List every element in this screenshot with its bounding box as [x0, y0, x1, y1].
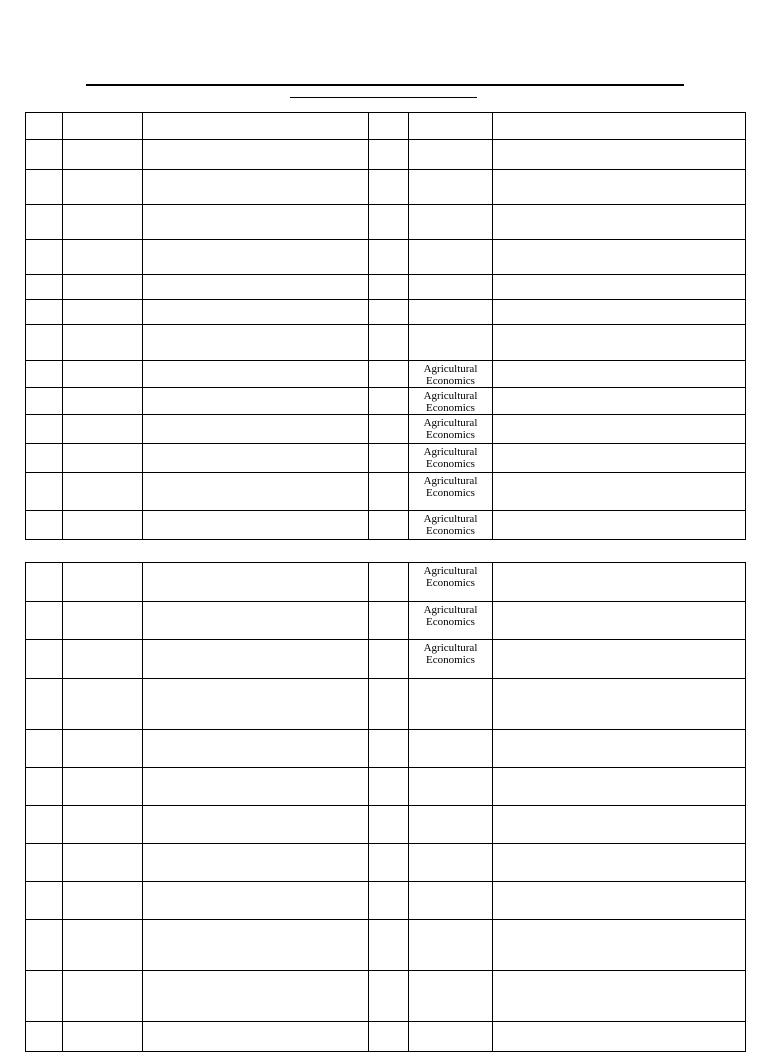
table-cell	[369, 511, 409, 540]
table-cell	[26, 806, 63, 844]
department-label	[424, 640, 478, 666]
table-cell	[409, 679, 493, 730]
department-label	[424, 563, 478, 589]
table-cell	[26, 473, 63, 511]
table-cell	[369, 113, 409, 140]
subtitle-rule	[290, 97, 477, 98]
table-cell	[143, 113, 369, 140]
department-label-line1: Agricultural	[423, 513, 478, 525]
table-cell	[143, 844, 369, 882]
table-cell	[63, 170, 143, 205]
table-row	[26, 388, 746, 415]
table-row	[26, 361, 746, 388]
table-row	[26, 170, 746, 205]
table-cell	[369, 361, 409, 388]
table-cell	[26, 844, 63, 882]
table-cell	[26, 640, 63, 679]
table-cell	[493, 640, 746, 679]
table-cell	[369, 844, 409, 882]
table-cell	[63, 602, 143, 640]
table-cell	[143, 511, 369, 540]
table-row	[26, 140, 746, 170]
table-cell	[26, 205, 63, 240]
table-cell	[26, 361, 63, 388]
table-cell	[369, 325, 409, 361]
table-cell	[26, 325, 63, 361]
department-label-line2: Economics	[426, 616, 475, 628]
table-cell	[369, 679, 409, 730]
table-cell	[369, 205, 409, 240]
table-cell	[493, 844, 746, 882]
table-row	[26, 971, 746, 1022]
table-cell	[63, 1022, 143, 1052]
table-cell	[143, 415, 369, 444]
table-cell	[143, 679, 369, 730]
table-cell	[26, 768, 63, 806]
table-cell	[493, 806, 746, 844]
table-cell	[26, 730, 63, 768]
table-cell	[409, 971, 493, 1022]
department-label-line2: Economics	[426, 654, 475, 666]
table-row	[26, 768, 746, 806]
department-label-line1: Agricultural	[423, 642, 478, 654]
department-label	[424, 602, 478, 628]
table-cell	[369, 640, 409, 679]
table-cell	[143, 882, 369, 920]
department-label	[424, 361, 478, 387]
table-cell	[493, 240, 746, 275]
table-cell	[369, 444, 409, 473]
table-cell	[493, 473, 746, 511]
table-cell	[26, 113, 63, 140]
table-row	[26, 806, 746, 844]
table-row	[26, 240, 746, 275]
table-cell	[63, 140, 143, 170]
department-label-line1: Agricultural	[423, 604, 478, 616]
table-cell	[493, 388, 746, 415]
table-cell	[143, 473, 369, 511]
table-cell	[409, 170, 493, 205]
table-cell	[369, 140, 409, 170]
table-row	[26, 444, 746, 473]
table-cell	[409, 806, 493, 844]
table-cell	[63, 768, 143, 806]
department-cell	[409, 511, 493, 540]
table-row	[26, 325, 746, 361]
table-cell	[63, 325, 143, 361]
table-cell	[369, 971, 409, 1022]
table-row	[26, 602, 746, 640]
table-cell	[369, 602, 409, 640]
course-table-1	[25, 112, 746, 540]
table-cell	[143, 920, 369, 971]
department-label-line1: Agricultural	[423, 565, 478, 577]
table-cell	[26, 882, 63, 920]
table-cell	[63, 844, 143, 882]
table-cell	[409, 882, 493, 920]
table-cell	[143, 361, 369, 388]
table-cell	[26, 170, 63, 205]
table-cell	[493, 113, 746, 140]
table-cell	[63, 388, 143, 415]
table-cell	[26, 563, 63, 602]
department-cell	[409, 415, 493, 444]
table-row	[26, 415, 746, 444]
department-cell	[409, 473, 493, 511]
table-cell	[143, 300, 369, 325]
table-cell	[63, 113, 143, 140]
table-cell	[369, 768, 409, 806]
table-cell	[63, 920, 143, 971]
table-cell	[409, 920, 493, 971]
department-label-line1: Agricultural	[423, 446, 478, 458]
table-cell	[63, 240, 143, 275]
course-table-2	[25, 562, 746, 1052]
table-cell	[493, 325, 746, 361]
table-cell	[369, 388, 409, 415]
table-cell	[409, 240, 493, 275]
department-label-line2: Economics	[426, 487, 475, 499]
table-cell	[409, 205, 493, 240]
table-cell	[63, 205, 143, 240]
table-row	[26, 882, 746, 920]
table-cell	[26, 275, 63, 300]
department-cell	[409, 388, 493, 415]
table-cell	[409, 730, 493, 768]
table-cell	[143, 730, 369, 768]
table-cell	[143, 602, 369, 640]
table-cell	[493, 1022, 746, 1052]
table-cell	[26, 444, 63, 473]
table-cell	[26, 511, 63, 540]
table-cell	[369, 415, 409, 444]
table-cell	[63, 730, 143, 768]
table-cell	[493, 275, 746, 300]
table-cell	[369, 730, 409, 768]
department-cell	[409, 640, 493, 679]
table-row	[26, 275, 746, 300]
table-cell	[369, 806, 409, 844]
table-cell	[409, 140, 493, 170]
table-cell	[143, 140, 369, 170]
table-cell	[369, 240, 409, 275]
table-cell	[63, 361, 143, 388]
table-cell	[143, 240, 369, 275]
table-row	[26, 511, 746, 540]
table-cell	[369, 300, 409, 325]
table-cell	[63, 806, 143, 844]
table-cell	[26, 140, 63, 170]
department-label	[424, 473, 478, 499]
table-cell	[143, 325, 369, 361]
table-cell	[493, 920, 746, 971]
department-label-line1: Agricultural	[423, 417, 478, 429]
table-row	[26, 1022, 746, 1052]
table-cell	[26, 415, 63, 444]
table-cell	[63, 882, 143, 920]
department-label	[424, 415, 478, 441]
table-cell	[26, 920, 63, 971]
table-cell	[26, 1022, 63, 1052]
table-cell	[493, 882, 746, 920]
department-label-line2: Economics	[426, 525, 475, 537]
department-label-line2: Economics	[426, 577, 475, 589]
table-cell	[63, 679, 143, 730]
department-label	[424, 444, 478, 470]
department-label-line2: Economics	[426, 429, 475, 441]
table-cell	[493, 971, 746, 1022]
table-cell	[409, 768, 493, 806]
table-cell	[369, 563, 409, 602]
department-label-line2: Economics	[426, 402, 475, 414]
table-cell	[26, 602, 63, 640]
table-cell	[409, 113, 493, 140]
department-label-line1: Agricultural	[423, 475, 478, 487]
table-cell	[26, 300, 63, 325]
table-cell	[493, 140, 746, 170]
department-label-line1: Agricultural	[423, 363, 478, 375]
table-cell	[409, 1022, 493, 1052]
table-row	[26, 920, 746, 971]
table-row	[26, 679, 746, 730]
department-cell	[409, 602, 493, 640]
department-cell	[409, 563, 493, 602]
table-cell	[409, 325, 493, 361]
table-row	[26, 563, 746, 602]
table-cell	[63, 563, 143, 602]
department-cell	[409, 444, 493, 473]
table-cell	[493, 730, 746, 768]
table-cell	[493, 511, 746, 540]
table-cell	[143, 768, 369, 806]
table-cell	[143, 205, 369, 240]
table-cell	[493, 679, 746, 730]
table-cell	[143, 444, 369, 473]
table-cell	[143, 170, 369, 205]
table-cell	[493, 768, 746, 806]
table-cell	[369, 275, 409, 300]
table-cell	[63, 300, 143, 325]
table-row	[26, 844, 746, 882]
table-cell	[26, 971, 63, 1022]
table-cell	[63, 275, 143, 300]
table-row	[26, 205, 746, 240]
table-cell	[493, 300, 746, 325]
department-label-line1: Agricultural	[423, 390, 478, 402]
table-cell	[409, 275, 493, 300]
table-cell	[369, 882, 409, 920]
table-cell	[369, 170, 409, 205]
table-cell	[493, 170, 746, 205]
table-row	[26, 473, 746, 511]
table-cell	[369, 473, 409, 511]
table-cell	[26, 388, 63, 415]
table-cell	[143, 640, 369, 679]
table-cell	[493, 205, 746, 240]
table-cell	[63, 415, 143, 444]
table-cell	[63, 444, 143, 473]
table-row	[26, 640, 746, 679]
table-cell	[493, 415, 746, 444]
table-cell	[369, 920, 409, 971]
department-label	[424, 388, 478, 414]
table-cell	[369, 1022, 409, 1052]
table-cell	[143, 388, 369, 415]
table-cell	[63, 473, 143, 511]
table-cell	[63, 971, 143, 1022]
table-row	[26, 300, 746, 325]
table-row	[26, 730, 746, 768]
table-cell	[409, 844, 493, 882]
table-cell	[143, 1022, 369, 1052]
table-cell	[493, 563, 746, 602]
department-label-line2: Economics	[426, 375, 475, 387]
department-label-line2: Economics	[426, 458, 475, 470]
table-cell	[143, 806, 369, 844]
table-row	[26, 113, 746, 140]
table-cell	[493, 361, 746, 388]
department-label	[424, 511, 478, 537]
table-cell	[26, 679, 63, 730]
table-cell	[143, 971, 369, 1022]
table-cell	[26, 240, 63, 275]
table-cell	[409, 300, 493, 325]
title-rule	[86, 84, 684, 86]
table-cell	[143, 275, 369, 300]
department-cell	[409, 361, 493, 388]
table-cell	[63, 640, 143, 679]
table-cell	[143, 563, 369, 602]
table-cell	[493, 602, 746, 640]
table-cell	[493, 444, 746, 473]
table-cell	[63, 511, 143, 540]
